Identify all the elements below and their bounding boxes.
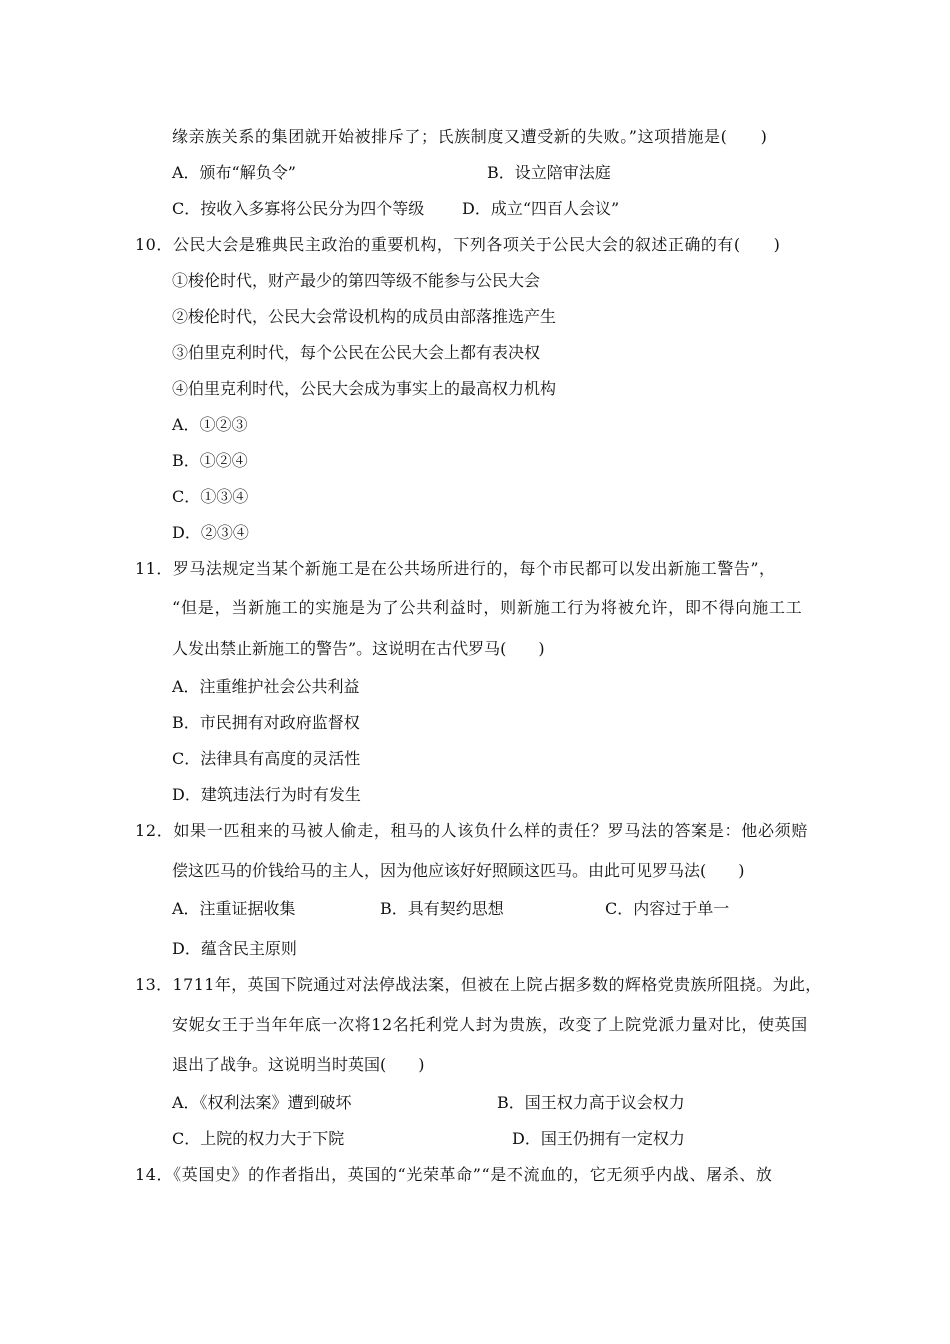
q13-option-c: C．上院的权力大于下院	[172, 1129, 345, 1148]
q13-option-a: A．《权利法案》遭到破坏	[172, 1093, 352, 1112]
q11-option-c: C．法律具有高度的灵活性	[172, 749, 361, 768]
q11-stem-line-3: 人发出禁止新施工的警告”。这说明在古代罗马( )	[172, 639, 545, 658]
q9-option-b: B．设立陪审法庭	[487, 163, 611, 182]
q14-stem-line-1: 14．《英国史》的作者指出，英国的“光荣革命”“是不流血的，它无须乎内战、屠杀、放	[135, 1165, 773, 1184]
q12-stem-line-1: 12．如果一匹租来的马被人偷走，租马的人该负什么样的责任？罗马法的答案是：他必须赔	[135, 821, 809, 840]
q12-stem-line-2: 偿这匹马的价钱给马的主人，因为他应该好好照顾这匹马。由此可见罗马法( )	[172, 861, 745, 880]
q12-option-d: D．蕴含民主原则	[172, 939, 297, 958]
q10-option-b: B．①②④	[172, 451, 248, 470]
q13-stem-line-1: 13．1711年，英国下院通过对法停战法案，但被在上院占据多数的辉格党贵族所阻挠。为此，	[135, 975, 822, 994]
q11-stem-line-2: “但是，当新施工的实施是为了公共利益时，则新施工行为将被允许，即不得向施工工	[172, 598, 803, 617]
q10-option-c: C．①③④	[172, 487, 249, 506]
q9-option-d: D．成立“四百人会议”	[462, 199, 620, 218]
q10-stem: 10．公民大会是雅典民主政治的重要机构，下列各项关于公民大会的叙述正确的有( )	[135, 235, 781, 254]
q9-stem-continuation: 缘亲族关系的集团就开始被排斥了；氏族制度又遭受新的失败。”这项措施是( )	[172, 127, 768, 146]
q13-option-b: B．国王权力高于议会权力	[497, 1093, 685, 1112]
q10-statement-1: ①梭伦时代，财产最少的第四等级不能参与公民大会	[172, 271, 541, 290]
q11-option-b: B．市民拥有对政府监督权	[172, 713, 360, 732]
q12-option-a: A．注重证据收集	[172, 899, 296, 918]
q10-option-d: D．②③④	[172, 523, 249, 542]
q13-option-d: D．国王仍拥有一定权力	[512, 1129, 685, 1148]
q12-option-c: C．内容过于单一	[605, 899, 730, 918]
q10-statement-2: ②梭伦时代，公民大会常设机构的成员由部落推选产生	[172, 307, 557, 326]
q9-option-c: C．按收入多寡将公民分为四个等级	[172, 199, 425, 218]
q10-statement-3: ③伯里克利时代，每个公民在公民大会上都有表决权	[172, 343, 541, 362]
q9-option-a: A．颁布“解负令”	[172, 163, 296, 182]
q11-option-a: A．注重维护社会公共利益	[172, 677, 360, 696]
q11-stem-line-1: 11．罗马法规定当某个新施工是在公共场所进行的，每个市民都可以发出新施工警告”，	[135, 559, 776, 578]
q13-stem-line-3: 退出了战争。这说明当时英国( )	[172, 1055, 425, 1074]
q12-option-b: B．具有契约思想	[380, 899, 504, 918]
q11-option-d: D．建筑违法行为时有发生	[172, 785, 361, 804]
q13-stem-line-2: 安妮女王于当年年底一次将12名托利党人封为贵族，改变了上院党派力量对比，使英国	[172, 1015, 808, 1034]
q10-statement-4: ④伯里克利时代，公民大会成为事实上的最高权力机构	[172, 379, 557, 398]
q10-option-a: A．①②③	[172, 415, 248, 434]
